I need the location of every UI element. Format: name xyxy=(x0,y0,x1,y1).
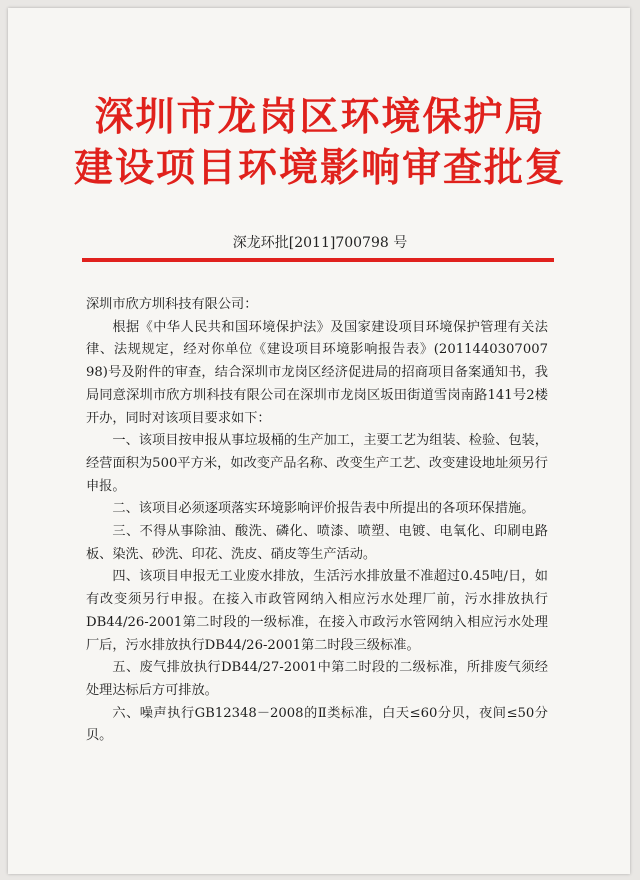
requirement-3: 三、不得从事除油、酸洗、磷化、喷漆、喷塑、电镀、电氧化、印刷电路板、染洗、砂洗、印花、洗皮、硝皮等生产活动。 xyxy=(86,524,548,562)
requirement-2: 二、该项目必须逐项落实环境影响评价报告表中所提出的各项环保措施。 xyxy=(112,501,535,517)
document-number: 深龙环批[2011]700798 号 xyxy=(232,235,408,251)
addressee: 深圳市欣方圳科技有限公司： xyxy=(86,297,258,312)
requirement-1: 一、该项目按申报从事垃圾桶的生产加工，主要工艺为组装、检验、包装，经营面积为500平方米，如改变产品名称、改变生产工艺、改变建设地址须另行申报。 xyxy=(86,433,548,494)
intro-paragraph: 根据《中华人民共和国环境保护法》及国家建设项目环境保护管理有关法律、法规规定，经对你单位《建设项目环境影响报告表》(2011440307007 98)号及附件的审查，结合深圳市龙岗区经济促进局的招商项目备案通知书，我局同意深圳市欣方圳科技有限公司在深圳市龙岗区坂田街道雪岗南路141号2楼开办，同时对该项目要求如下： xyxy=(86,319,548,426)
requirement-4: 四、该项目申报无工业废水排放，生活污水排放量不准超过0.45吨/日，如有改变须另行申报。在接入市政管网纳入相应污水处理厂前，污水排放执行DB44/26-2001第二时段的一级标准，在接入市政污水管网纳入相应污水处理厂后，污水排放执行DB44/26-2001第二时段三级标准。 xyxy=(86,569,548,653)
letter-body xyxy=(86,294,548,748)
requirement-5: 五、废气排放执行DB44/27-2001中第二时段的二级标准，所排废气须经处理达标后方可排放。 xyxy=(86,660,548,698)
requirement-6: 六、噪声执行GB12348－2008的Ⅱ类标准，白天≤60分贝，夜间≤50分贝。 xyxy=(86,705,548,744)
document-title: 建设项目环境影响审查批复 xyxy=(73,145,566,191)
bureau-title: 深圳市龙岗区环境保护局 xyxy=(94,94,546,140)
red-divider-line xyxy=(82,258,554,262)
